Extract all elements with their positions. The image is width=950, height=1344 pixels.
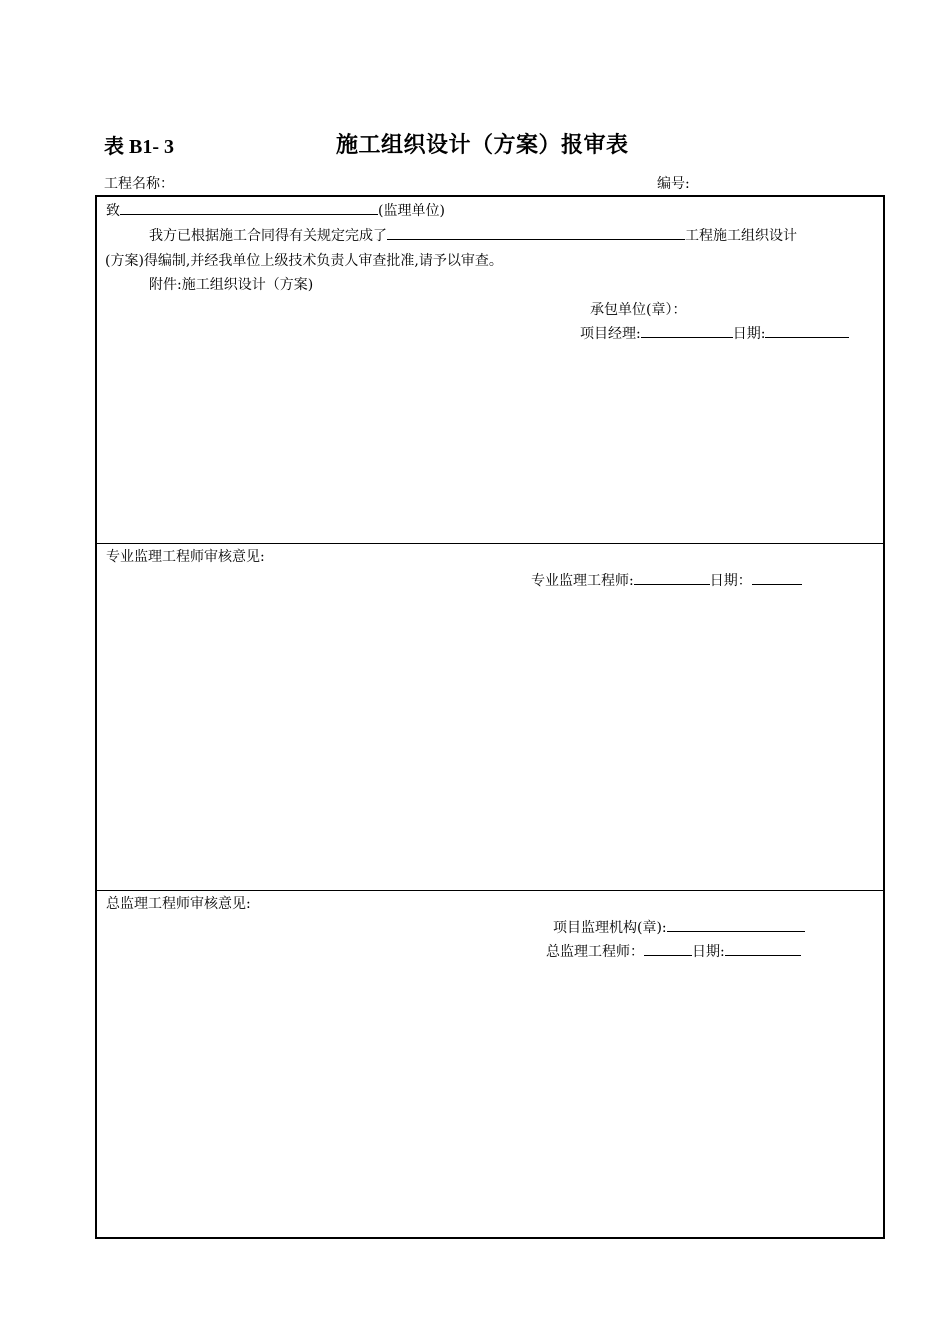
contractor-submission-section	[97, 197, 883, 544]
specialist-date-label: 日期：	[709, 573, 752, 589]
addressee-line	[106, 200, 445, 222]
chief-engineer-blank[interactable]	[644, 941, 692, 956]
submission-text-suffix: 工程施工组织设计	[685, 228, 797, 244]
chief-review-heading: 总监理工程师审核意见:	[106, 896, 251, 912]
addressee-prefix: 致	[106, 203, 120, 219]
specialist-review-section	[97, 544, 883, 891]
project-manager-label: 项目经理:	[580, 326, 641, 342]
chief-engineer-label: 总监理工程师：	[546, 944, 644, 960]
supervision-org-blank[interactable]	[667, 917, 805, 932]
chief-signature-line	[546, 941, 801, 963]
supervision-org-label: 项目监理机构(章):	[553, 920, 667, 936]
specialist-signature-line	[531, 570, 802, 592]
contractor-date-blank[interactable]	[765, 323, 849, 338]
contractor-date-label: 日期:	[732, 326, 766, 342]
attachment-line: 附件:施工组织设计（方案)	[149, 277, 314, 293]
form-title: 施工组织设计（方案）报审表	[336, 132, 629, 158]
project-manager-line	[580, 323, 849, 345]
specialist-engineer-blank[interactable]	[634, 570, 710, 585]
project-name-label: 工程名称：	[104, 176, 174, 192]
form-code: 表 B1- 3	[104, 136, 174, 158]
submission-text-prefix: 我方已根据施工合同得有关规定完成了	[149, 228, 387, 244]
specialist-engineer-label: 专业监理工程师:	[531, 573, 634, 589]
supervision-unit-blank[interactable]	[120, 200, 378, 215]
specialist-review-heading: 专业监理工程师审核意见:	[106, 549, 265, 565]
submission-text-line2: (方案)得编制,并经我单位上级技术负责人审查批准,请予以审查。	[105, 253, 503, 269]
chief-date-label: 日期:	[692, 944, 725, 960]
chief-review-section	[97, 891, 883, 1237]
project-blank[interactable]	[387, 225, 685, 240]
contractor-seal-label: 承包单位(章）：	[590, 302, 687, 318]
chief-date-blank[interactable]	[725, 941, 801, 956]
specialist-date-blank[interactable]	[752, 570, 802, 585]
supervision-org-line	[553, 917, 805, 939]
submission-text-line1	[149, 225, 797, 247]
project-manager-blank[interactable]	[641, 323, 733, 338]
addressee-suffix: (监理单位)	[378, 203, 445, 219]
serial-number-label: 编号:	[657, 176, 690, 192]
approval-form-table	[95, 195, 885, 1239]
